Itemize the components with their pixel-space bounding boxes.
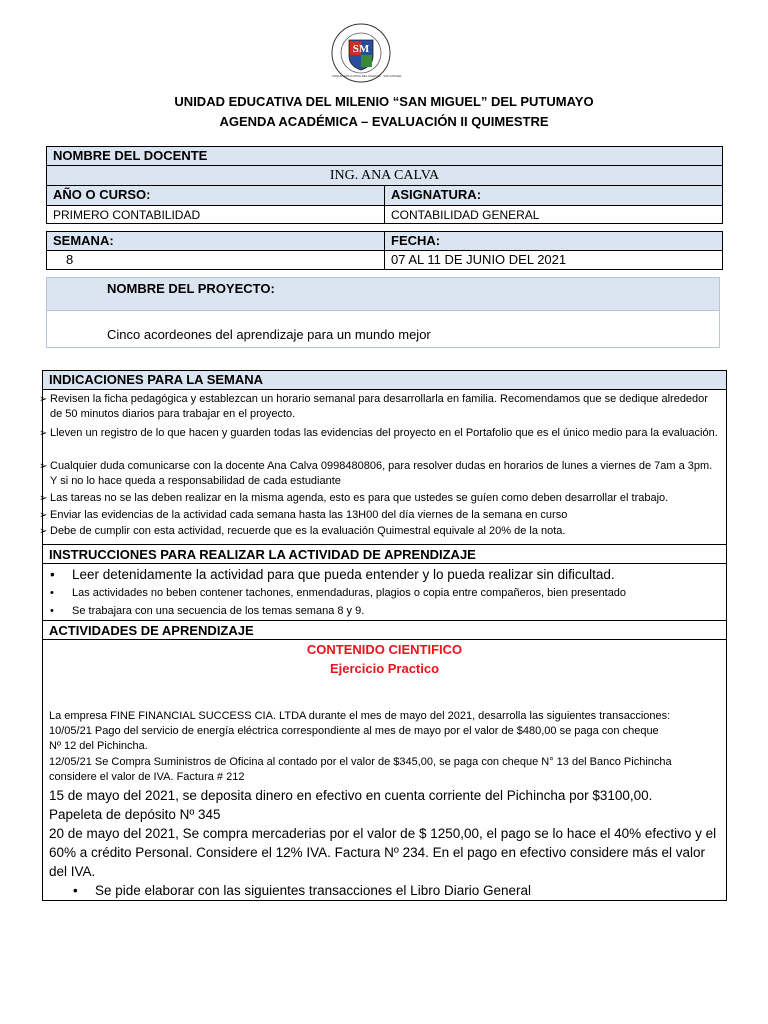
instruccion-item: • Las actividades no beben contener tachones, enmendaduras, plagios o copia entre compañeros, bien presentado [50,587,627,599]
arrow-bullet-icon: ➢ [39,493,48,504]
actividades-heading: ACTIVIDADES DE APRENDIZAJE [43,620,726,640]
arrow-bullet-icon: ➢ [39,510,48,521]
indicacion-item: ➢ Cualquier duda comunicarse con la docente Ana Calva 0998480806, para resolver dudas en horarios de lunes a viernes de 7am a 3pm. Y si no lo hace queda a responsabilidad de cada estudiante [39,460,713,487]
instruccion-item: • Se trabajara con una secuencia de los temas semana 8 y 9. [50,605,365,617]
asignatura-label: ASIGNATURA: [384,185,723,206]
arrow-bullet-icon: ➢ [39,394,48,405]
bullet-icon: • [50,567,55,582]
transaction-2: 12/05/21 Se Compra Suministros de Oficina al contado por el valor de $345,00, se paga con cheque N° 13 del Banco Pichincha [49,756,672,768]
fecha-label: FECHA: [384,231,723,251]
docente-value: ING. ANA CALVA [46,165,723,186]
transaction-4-cont: 60% a crédito Personal. Considere el 12% IVA. Factura Nº 234. En el pago en efectivo considere más el valor [49,845,706,860]
transaction-3-cont: Papeleta de depósito Nº 345 [49,807,221,822]
transaction-3: 15 de mayo del 2021, se deposita dinero en efectivo en cuenta corriente del Pichincha por $3100,00. [49,788,653,803]
proyecto-label: NOMBRE DEL PROYECTO: [107,281,275,296]
indicacion-item: ➢ Debe de cumplir con esta actividad, recuerde que es la evaluación Quimestral equivale al 20% de la nota. [39,525,566,537]
agenda-title: AGENDA ACADÉMICA – EVALUACIÓN II QUIMESTRE [219,114,549,129]
proyecto-value: Cinco acordeones del aprendizaje para un mundo mejor [107,327,431,342]
proyecto-body [46,310,720,348]
indicacion-item: ➢ Enviar las evidencias de la actividad cada semana hasta las 13H00 del día viernes de la semana en curso [39,509,568,521]
proyecto-header [46,277,720,311]
logo-letters: SM [352,43,370,55]
indicaciones-heading: INDICACIONES PARA LA SEMANA [43,371,726,390]
logo-ring-text: UNIDAD EDUCATIVA DEL MILENIO · SAN MIGUEL [332,74,402,78]
semana-value: 8 [46,250,385,270]
transaction-4: 20 de mayo del 2021, Se compra mercaderias por el valor de $ 1250,00, el pago se lo hace el 40% efectivo y el [49,826,717,841]
fecha-value: 07 AL 11 DE JUNIO DEL 2021 [384,250,723,270]
bullet-icon: • [50,587,54,599]
arrow-bullet-icon: ➢ [39,526,48,537]
instrucciones-heading: INSTRUCCIONES PARA REALIZAR LA ACTIVIDAD DE APRENDIZAJE [43,544,726,564]
indicacion-item: ➢ Revisen la ficha pedagógica y establezcan un horario semanal para desarrollarla en familia. Recomendamos que se dedique alrededor de 50 minutos diarios para trabajar en el proyecto. [39,393,708,420]
transaction-1-cont: Nº 12 del Pichincha. [49,740,148,752]
docente-label: NOMBRE DEL DOCENTE [46,146,723,166]
school-logo [330,22,402,84]
contenido-title: CONTENIDO CIENTIFICO [306,642,463,657]
instruccion-item: • Leer detenidamente la actividad para que pueda entender y lo pueda realizar sin dificultad. [50,567,615,582]
arrow-bullet-icon: ➢ [39,428,48,439]
final-instruction: • Se pide elaborar con las siguientes transacciones el Libro Diario General [73,883,531,898]
transaction-4-end: del IVA. [49,864,96,879]
curso-label: AÑO O CURSO: [46,185,385,206]
bullet-icon: • [50,605,54,617]
indicacion-item: ➢ Lleven un registro de lo que hacen y guarden todas las evidencias del proyecto en el Portafolio que es el único medio para la evaluación. [39,427,718,439]
intro-text: La empresa FINE FINANCIAL SUCCESS CIA. LTDA durante el mes de mayo del 2021, desarrolla las siguientes transacciones: [49,710,671,722]
transaction-1: 10/05/21 Pago del servicio de energía eléctrica correspondiente al mes de mayo por el valor de $480,00 se paga con cheque [49,725,659,737]
bullet-icon: • [73,883,78,898]
asignatura-value: CONTABILIDAD GENERAL [384,205,723,224]
curso-value: PRIMERO CONTABILIDAD [46,205,385,224]
school-title: UNIDAD EDUCATIVA DEL MILENIO “SAN MIGUEL” DEL PUTUMAYO [174,94,594,109]
arrow-bullet-icon: ➢ [39,461,48,472]
semana-label: SEMANA: [46,231,385,251]
indicacion-item: ➢ Las tareas no se las deben realizar en la misma agenda, esto es para que ustedes se guíen como deben desarrollar el trabajo. [39,492,669,504]
transaction-2-cont: considere el valor de IVA. Factura # 212 [49,771,245,783]
ejercicio-title: Ejercicio Practico [329,661,440,676]
